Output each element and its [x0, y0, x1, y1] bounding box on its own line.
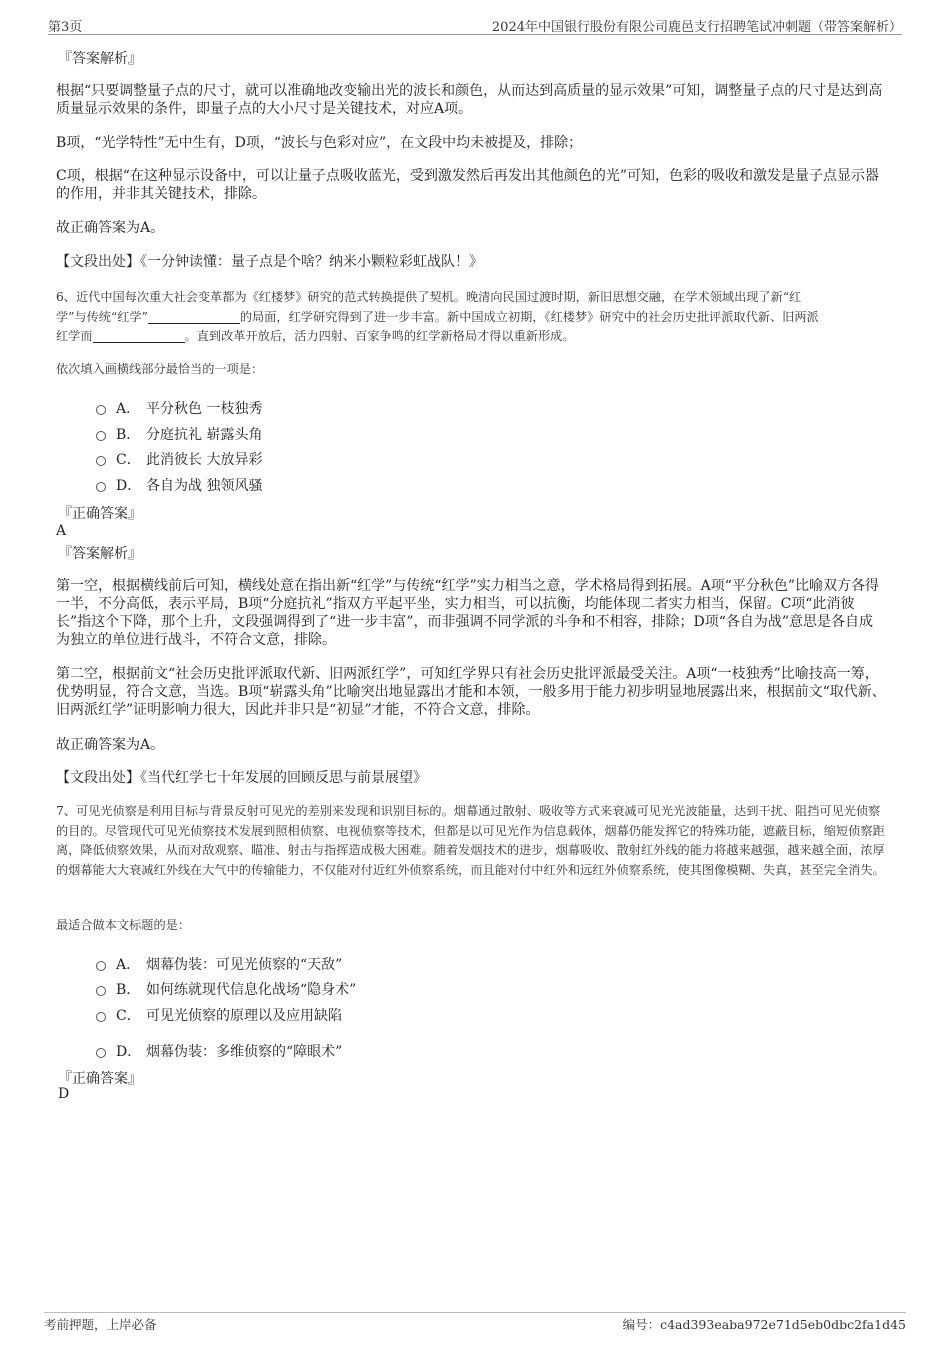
page-footer	[44, 1312, 906, 1333]
radio-icon[interactable]	[96, 482, 106, 492]
stem-text: 。直到改革开放后，活力四射、百家争鸣的红学新格局才得以重新形成。	[184, 329, 575, 343]
analysis-paragraph: B项，“光学特性”无中生有，D项，“波长与色彩对应”，在文段中均未被提及，排除；	[56, 135, 583, 151]
source-citation: 【文段出处】《当代红学七十年发展的回顾反思与前景展望》	[56, 770, 427, 786]
option-text: 此消彼长 大放异彩	[146, 452, 263, 468]
conclusion: 故正确答案为A。	[56, 737, 165, 753]
analysis-paragraph: 第二空，根据前文“社会历史批评派取代新、旧两派红学”，可知红学界只有社会历史批评派最受关注。A项“一枝独秀”比喻技高一筹，优势明显，符合文意，当选。B项“崭露头角”比喻突出地显露出才能和本领，一般多用于能力初步明显地展露出来，根据前文“取代新、旧两派红学”证明影响力很大，因此并非只是“初显”才能，不符合文意，排除。	[56, 666, 886, 718]
question-prompt: 依次填入画横线部分最恰当的一项是：	[56, 362, 264, 376]
radio-icon[interactable]	[96, 1012, 106, 1022]
document-code: 编号：c4ad393eaba972e71d5eb0dbc2fa1d45	[622, 1317, 906, 1332]
option-letter: D．	[116, 478, 142, 494]
option-letter: B．	[116, 427, 141, 443]
option-text: 平分秋色 一枝独秀	[146, 401, 263, 417]
stem-line	[56, 308, 891, 328]
option-text: 可见光侦察的原理以及应用缺陷	[146, 1008, 342, 1024]
footer-slogan: 考前押题，上岸必备	[44, 1317, 157, 1332]
source-citation: 【文段出处】《一分钟读懂：量子点是个啥？纳米小颗粒彩虹战队！》	[56, 254, 483, 270]
analysis-paragraph: C项，根据“在这种显示设备中，可以让量子点吸收蓝光，受到激发然后再发出其他颜色的光”可知，色彩的吸收和激发是量子点显示器的作用，并非其关键技术，排除。	[56, 168, 880, 202]
correct-answer: A	[56, 523, 67, 539]
option-letter: A．	[116, 957, 141, 973]
option-a[interactable]	[96, 398, 262, 418]
radio-icon[interactable]	[96, 986, 106, 996]
correct-answer: D	[58, 1086, 70, 1102]
option-a[interactable]	[96, 954, 342, 974]
option-text: 烟幕伪装：多维侦察的“障眼术”	[146, 1044, 343, 1060]
analysis-label: 『答案解析』	[58, 546, 142, 562]
option-c[interactable]	[96, 449, 262, 469]
fill-blank	[93, 330, 185, 343]
option-c[interactable]	[96, 1005, 342, 1025]
question-stem: 7、可见光侦察是利用目标与背景反射可见光的差别来发现和识别目标的。烟幕通过散射、吸收等方式来衰减可见光光波能量，达到干扰、阻挡可见光侦察的目的。尽管现代可见光侦察技术发展到照相侦察、电视侦察等技术，但都是以可见光作为信息载体，烟幕仍能发挥它的特殊功能，遮蔽目标，缩短侦察距离，降低侦察效果，从而对敌观察、瞄准、射击与指挥造成极大困难。随着发烟技术的进步，烟幕吸收、散射红外线的能力将越来越强，越来越全面，浓厚的烟幕能大大衰减红外线在大气中的传输能力，不仅能对付近红外侦察系统，而且能对付中红外和远红外侦察系统，使其图像模糊、失真，甚至完全消失。	[56, 804, 885, 877]
correct-answer-label: 『正确答案』	[58, 1071, 142, 1087]
radio-icon[interactable]	[96, 961, 106, 971]
option-d[interactable]	[96, 1041, 342, 1061]
question-stem	[56, 288, 891, 347]
document-title: 2024年中国银行股份有限公司鹿邑支行招聘笔试冲刺题（带答案解析）	[491, 20, 902, 35]
question-prompt: 最适合做本文标题的是：	[56, 918, 191, 932]
option-letter: C．	[116, 452, 141, 468]
radio-icon[interactable]	[96, 456, 106, 466]
conclusion: 故正确答案为A。	[56, 220, 165, 236]
stem-line	[56, 327, 891, 347]
option-b[interactable]	[96, 979, 356, 999]
page-header	[48, 14, 902, 35]
analysis-paragraph: 第一空，根据横线前后可知，横线处意在指出新“红学”与传统“红学”实力相当之意，学术格局得到拓展。A项“平分秋色”比喻双方各得一半，不分高低，表示平局，B项“分庭抗礼”指双方平起平坐，实力相当，可以抗衡，均能体现二者实力相当，保留。C项“此消彼长”指这个下降，那个上升，文段强调得到了“进一步丰富”，而非强调不同学派的斗争和不相容，排除；D项“各自为战”意思是各自成为独立的单位进行战斗，不符合文意，排除。	[56, 578, 880, 648]
page-number: 第3页	[48, 20, 83, 35]
option-b[interactable]	[96, 424, 262, 444]
radio-icon[interactable]	[96, 1048, 106, 1058]
option-letter: C．	[116, 1008, 141, 1024]
stem-text: 学”与传统“红学”	[56, 309, 148, 324]
option-letter: B．	[116, 982, 141, 998]
radio-icon[interactable]	[96, 431, 106, 441]
option-d[interactable]	[96, 475, 262, 495]
radio-icon[interactable]	[96, 405, 106, 415]
analysis-paragraph: 根据“只要调整量子点的尺寸，就可以准确地改变输出光的波长和颜色，从而达到高质量的显示效果”可知，调整量子点的尺寸是达到高质量显示效果的条件，即量子点的大小尺寸是关键技术，对应A项。	[56, 83, 883, 117]
fill-blank	[148, 311, 240, 324]
option-text: 分庭抗礼 崭露头角	[146, 427, 263, 443]
stem-text: 的局面，红学研究得到了进一步丰富。新中国成立初期，《红楼梦》研究中的社会历史批评派取代新、旧两派	[239, 309, 819, 324]
option-text: 烟幕伪装：可见光侦察的“天敌”	[146, 957, 343, 973]
option-text: 各自为战 独领风骚	[146, 478, 263, 494]
option-letter: D．	[116, 1044, 142, 1060]
option-letter: A．	[116, 401, 141, 417]
analysis-label: 『答案解析』	[58, 51, 142, 67]
option-text: 如何练就现代信息化战场“隐身术”	[146, 982, 357, 998]
stem-text: 红学而	[56, 329, 93, 343]
correct-answer-label: 『正确答案』	[58, 506, 142, 522]
stem-line: 6、近代中国每次重大社会变革都为《红楼梦》研究的范式转换提供了契机。晚清向民国过渡时期，新旧思想交融，在学术领域出现了新“红	[56, 290, 802, 304]
